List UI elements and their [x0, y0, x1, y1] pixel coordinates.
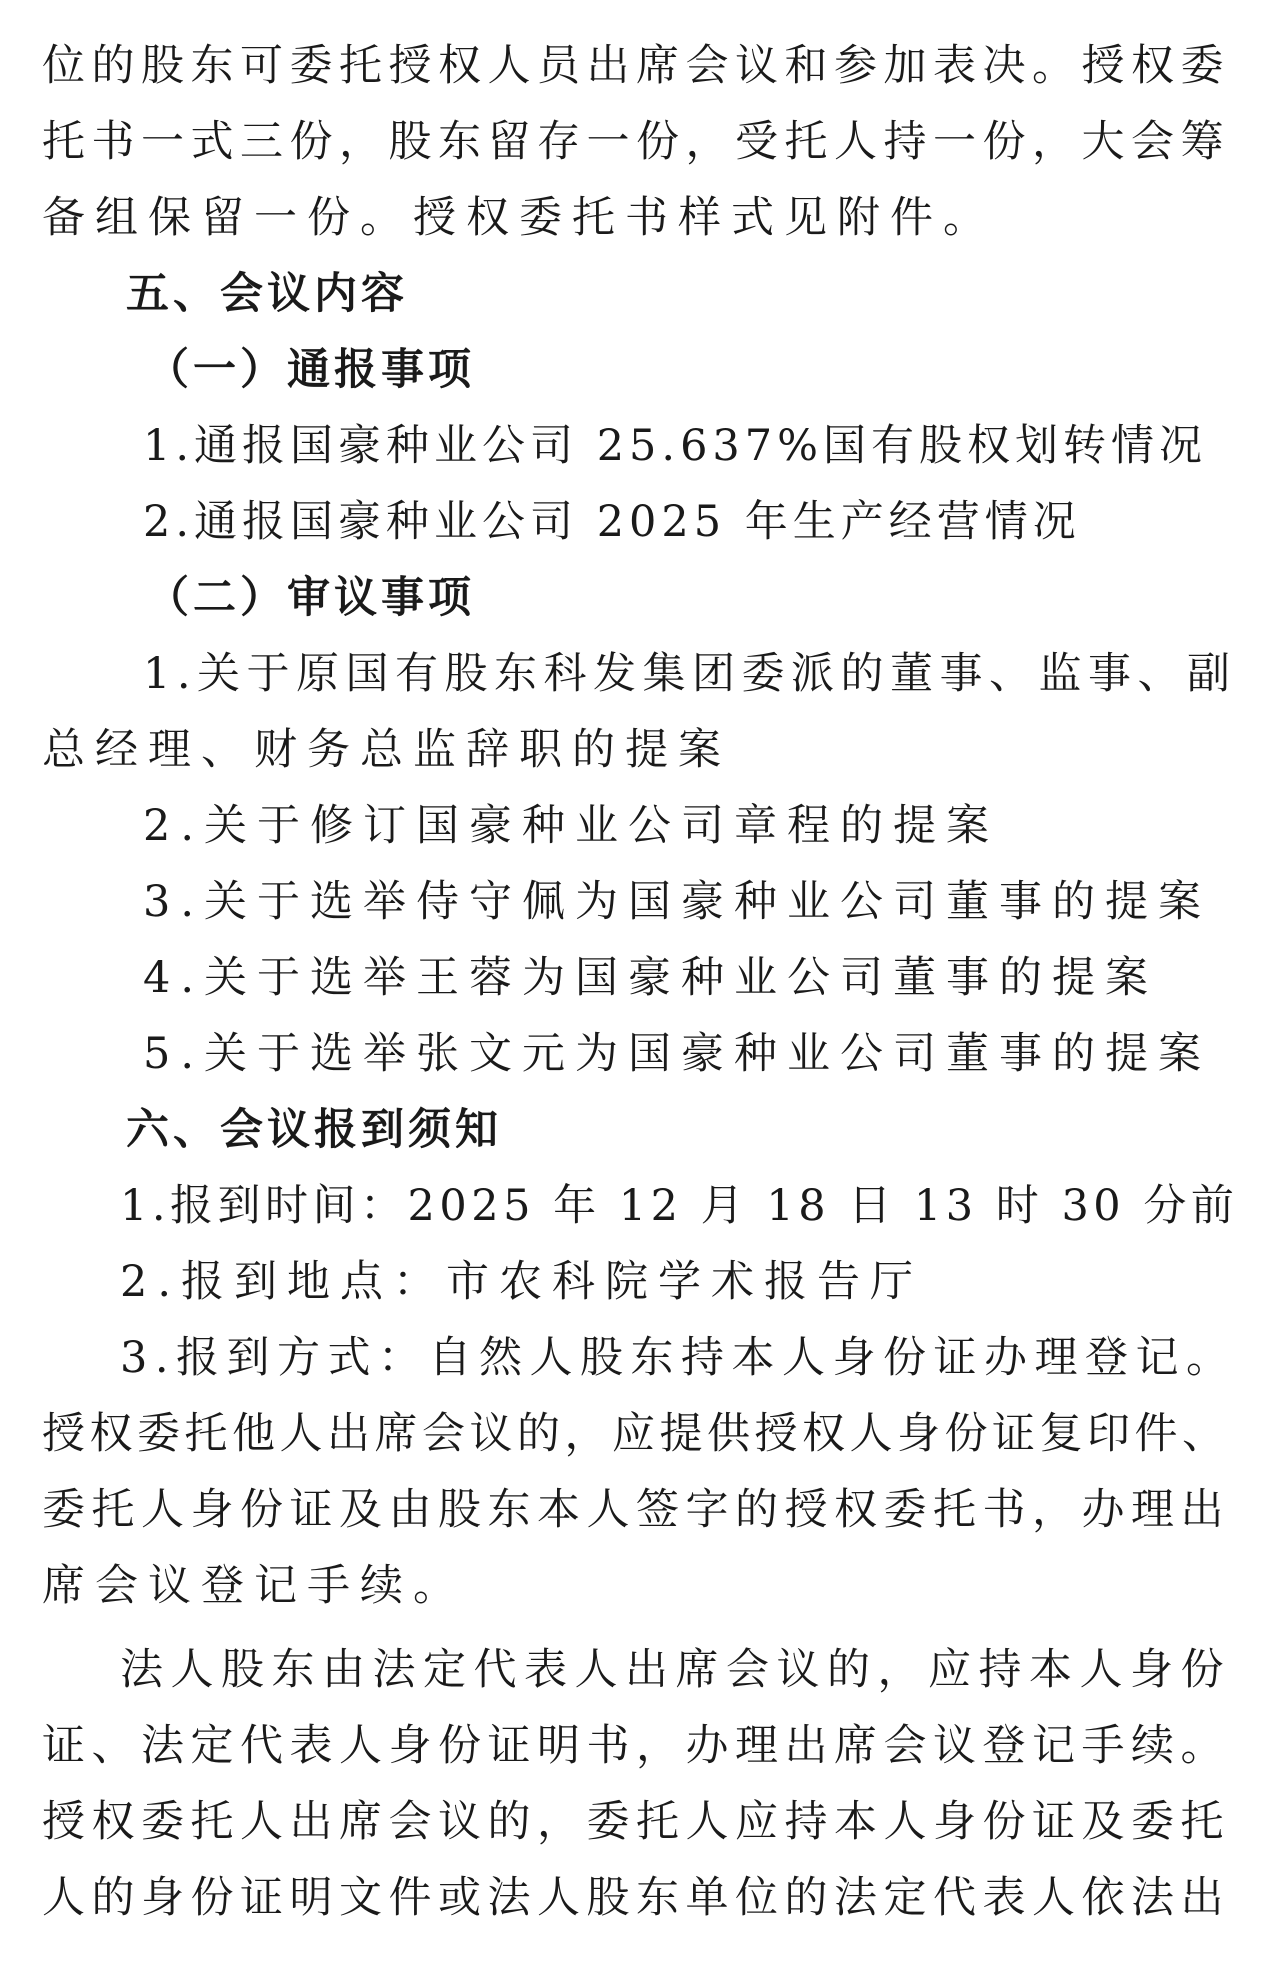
paragraph-line: 席会议登记手续。	[42, 1561, 466, 1611]
paragraph-line: 委托人身份证及由股东本人签字的授权委托书，办理出	[42, 1485, 1230, 1535]
paragraph-line: 证、法定代表人身份证明书，办理出席会议登记手续。	[42, 1721, 1230, 1771]
paragraph-line: 位的股东可委托授权人员出席会议和参加表决。授权委	[42, 41, 1230, 91]
list-item: 2.报到地点：市农科院学术报告厅	[120, 1257, 924, 1307]
paragraph-line: 托书一式三份，股东留存一份，受托人持一份，大会筹	[42, 117, 1230, 167]
subsection-heading-review: （二）审议事项	[146, 573, 475, 623]
list-item: 2.关于修订国豪种业公司章程的提案	[143, 801, 1000, 851]
list-item: 2.通报国豪种业公司 2025 年生产经营情况	[143, 497, 1081, 547]
paragraph-line: 备组保留一份。授权委托书样式见附件。	[42, 193, 996, 243]
list-item: 5.关于选举张文元为国豪种业公司董事的提案	[143, 1029, 1212, 1079]
list-item: 3.关于选举侍守佩为国豪种业公司董事的提案	[143, 877, 1212, 927]
paragraph-line: 法人股东由法定代表人出席会议的，应持本人身份	[120, 1645, 1231, 1695]
list-item: 1.通报国豪种业公司 25.637%国有股权划转情况	[143, 421, 1208, 471]
paragraph-line: 人的身份证明文件或法人股东单位的法定代表人依法出	[42, 1873, 1230, 1923]
section-heading-6: 六、会议报到须知	[126, 1105, 502, 1155]
list-item: 3.报到方式：自然人股东持本人身份证办理登记。	[120, 1333, 1237, 1383]
paragraph-line: 总经理、财务总监辞职的提案	[42, 725, 731, 775]
paragraph-line: 授权委托他人出席会议的，应提供授权人身份证复印件、	[42, 1409, 1230, 1459]
paragraph-line: 授权委托人出席会议的，委托人应持本人身份证及委托	[42, 1797, 1230, 1847]
list-item: 1.关于原国有股东科发集团委派的董事、监事、副	[143, 649, 1237, 699]
list-item: 4.关于选举王蓉为国豪种业公司董事的提案	[143, 953, 1159, 1003]
list-item: 1.报到时间：2025 年 12 月 18 日 13 时 30 分前	[120, 1181, 1239, 1231]
section-heading-5: 五、会议内容	[126, 269, 408, 319]
subsection-heading-notices: （一）通报事项	[146, 345, 475, 395]
